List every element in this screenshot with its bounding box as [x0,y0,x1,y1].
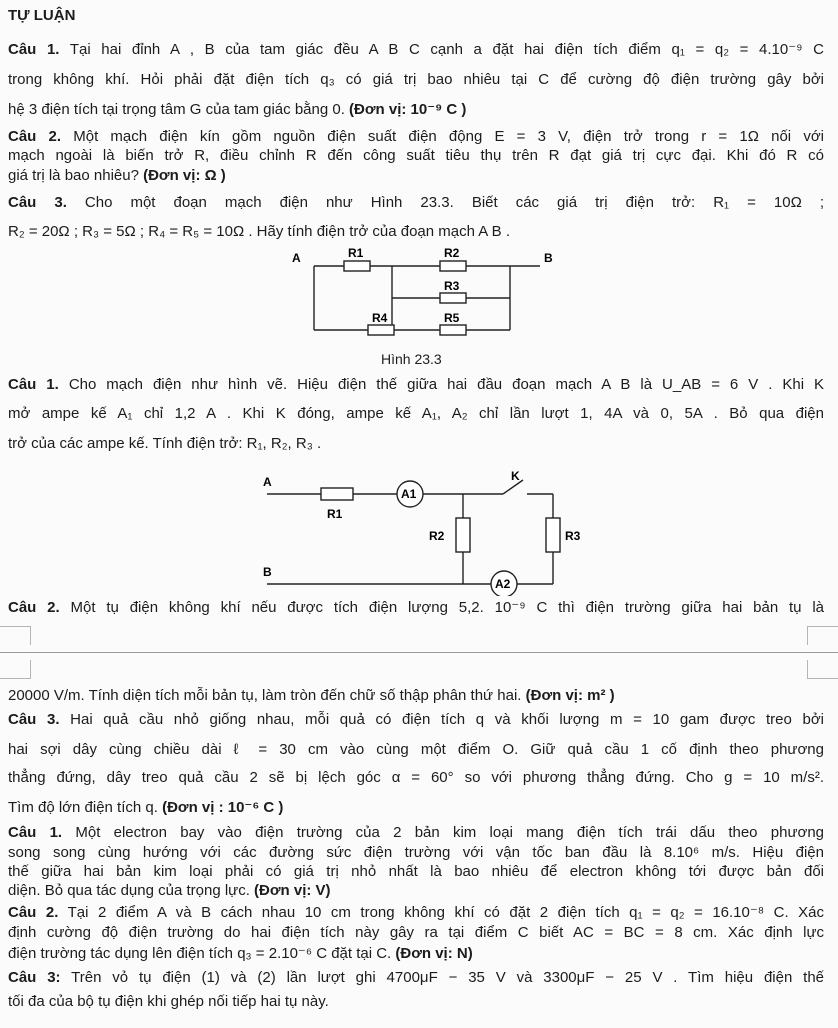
q2c-line1: Câu 2. Tại 2 điểm A và B cách nhau 10 cm trong không khí có đặt 2 điện tích q₁ = q₂ = 16.10⁻⁸ C. Xác [8,904,824,921]
fig1-label-r1: R1 [348,248,364,260]
figure-caption: Hình 23.3 [381,351,442,367]
fig1-r5-resistor [440,325,466,335]
fig2-label-k: K [511,469,520,483]
fig2-label-a1: A1 [401,487,417,501]
q2a-line1: Câu 2. Một mạch điện kín gồm nguồn điện suất điện động E = 3 V, điện trở trong r = 1Ω nối với [8,128,824,145]
q1c-line2: song song cùng hướng với các đường sức điện trường với vận tốc ban đầu là 8.10⁶ m/s. Hiệu điện [8,844,824,861]
page-corner-right-top [807,626,838,645]
page-corner-left-top [0,626,31,645]
q2a-line3: giá trị là bao nhiêu? (Đơn vị: Ω ) [8,167,226,184]
page-separator [0,652,838,653]
q2c-line2: định cường độ điện trường do hai điện tích này gây ra tại điểm C biết AC = BC = 8 cm. Xác định lực [8,924,824,941]
q1b-line2: mở ampe kế A₁ chỉ 1,2 A . Khi K đóng, ampe kế A₁, A₂ chỉ lần lượt 1, 4A và 0, 5A . Bỏ qua điện [8,405,824,422]
q1a-line3: hệ 3 điện tích tại trọng tâm G của tam giác bằng 0. (Đơn vị: 10⁻⁹ C ) [8,101,467,118]
fig1-label-r3: R3 [444,279,460,293]
q2b-line1: Câu 2. Một tụ điện không khí nếu được tích điện lượng 5,2. 10⁻⁹ C thì điện trường giữa hai bản tụ là [8,599,825,616]
fig2-label-r3: R3 [565,529,581,543]
q3b-line4: Tìm độ lớn điện tích q. (Đơn vị : 10⁻⁶ C ) [8,799,284,816]
q1c-line4: diện. Bỏ qua tác dụng của trọng lực. (Đơn vị: V) [8,882,331,899]
q1b-line3: trở của các ampe kế. Tính điện trở: R₁, R₂, R₃ . [8,435,322,452]
q2a-line2: mạch ngoài là biến trở R, điều chỉnh R đến công suất tiêu thụ trên R đạt giá trị cực đại. Khi đó R có [8,147,824,164]
fig1-r1-resistor [344,261,370,271]
fig2-label-a2: A2 [495,577,511,591]
figure-ampe-circuit [255,466,605,596]
fig1-node-a: A [292,251,301,265]
q1b-line1: Câu 1. Cho mạch điện như hình vẽ. Hiệu điện thế giữa hai đầu đoạn mạch A B là U_AB = 6 V . Khi K [8,376,825,393]
fig1-label-r4: R4 [372,311,388,325]
q1a-line1: Câu 1. Tại hai đỉnh A , B của tam giác đều A B C cạnh a đặt hai điện tích điểm q₁ = q₂ = 4.10⁻⁹ C [8,41,824,58]
q3b-line3: thẳng đứng, dây treo quả cầu 2 sẽ bị lệch góc α = 60° so với phương thẳng đứng. Cho g = 10 m/s². [8,769,824,786]
q3a-line2: R₂ = 20Ω ; R₃ = 5Ω ; R₄ = R₅ = 10Ω . Hãy tính điện trở của đoạn mạch A B . [8,223,510,240]
q1c-line3: thế giữa hai bản kim loại phải có giá trị nhỏ nhất là bao nhiêu để electron không tới được bản đối [8,863,824,880]
fig1-label-r5: R5 [444,311,460,325]
fig1-r4-resistor [368,325,394,335]
figure-23-3 [282,248,572,350]
q3b-line2: hai sợi dây cùng chiều dài ℓ = 30 cm vào cùng một điểm O. Giữ quả cầu 1 cố định theo phương [8,741,824,758]
fig1-label-r2: R2 [444,248,460,260]
q1a-line2: trong không khí. Hỏi phải đặt điện tích q₃ có giá trị bao nhiêu tại C để cường độ điện trường gây bởi [8,71,824,88]
page-corner-right-bottom [807,660,838,679]
fig2-r3-resistor [546,518,560,552]
q1c-line1: Câu 1. Một electron bay vào điện trường của 2 bản kim loại mang điện tích trái dấu theo phương [8,824,825,841]
fig2-r2-resistor [456,518,470,552]
fig1-r2-resistor [440,261,466,271]
q3b-line1: Câu 3. Hai quả cầu nhỏ giống nhau, mỗi quả có điện tích q và khối lượng m = 10 gam được treo bởi [8,711,825,728]
q3c-line1: Câu 3: Trên vỏ tụ điện (1) và (2) lần lượt ghi 4700μF − 35 V và 3300μF − 25 V . Tìm hiệu điện thế [8,969,825,986]
fig2-label-r1: R1 [327,507,343,521]
q3a-line1: Câu 3. Cho một đoạn mạch điện như Hình 23.3. Biết các giá trị điện trở: R₁ = 10Ω ; [8,194,824,211]
q2c-line3: điện trường tác dụng lên điện tích q₃ = 2.10⁻⁶ C đặt tại C. (Đơn vị: N) [8,945,473,962]
fig2-r1-resistor [321,488,353,500]
section-title: TỰ LUẬN [8,7,76,24]
fig2-node-b: B [263,565,272,579]
fig1-r3-resistor [440,293,466,303]
page-corner-left-bottom [0,660,31,679]
fig2-label-r2: R2 [429,529,445,543]
q2b-line2: 20000 V/m. Tính diện tích mỗi bản tụ, làm tròn đến chữ số thập phân thứ hai. (Đơn vị: m² ) [8,687,615,704]
fig2-node-a: A [263,475,272,489]
fig1-node-b: B [544,251,553,265]
q3c-line2: tối đa của bộ tụ điện khi ghép nối tiếp hai tụ này. [8,993,329,1010]
